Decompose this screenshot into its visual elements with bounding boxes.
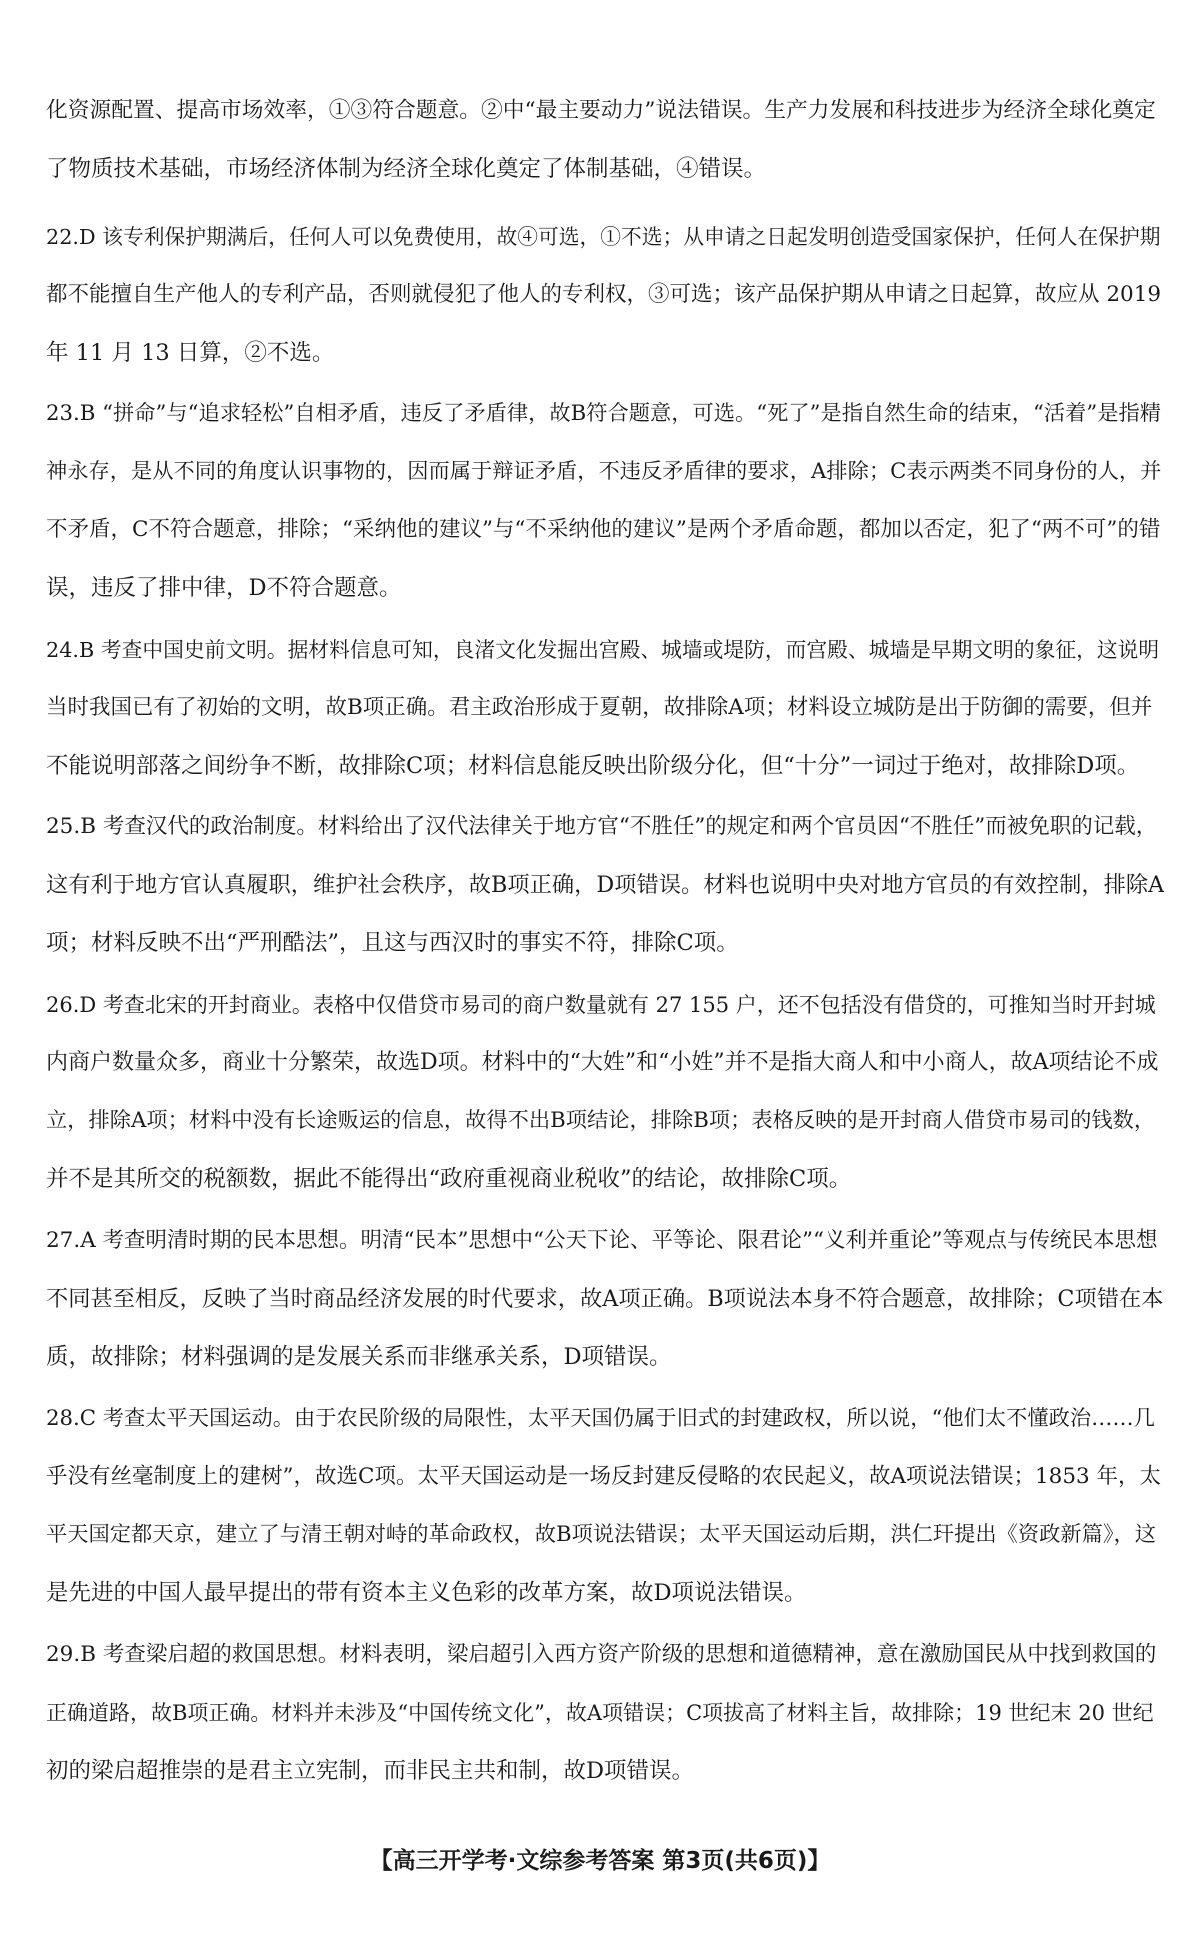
text-line: 不矛盾，C不符合题意，排除；“采纳他的建议”与“不采纳他的建议”是两个矛盾命题，都加以否定，犯了“两不可”的错	[46, 517, 1161, 542]
text-line: 22.D 该专利保护期满后，任何人可以免费使用，故④可选，①不选；从申请之日起发明创造受国家保护，任何人在保护期	[46, 225, 1161, 249]
answer-q28	[46, 1390, 1164, 1622]
text-line: 了物质技术基础，市场经济体制为经济全球化奠定了体制基础，④错误。	[46, 156, 767, 182]
text-line: 内商户数量众多，商业十分繁荣，故选D项。材料中的“大姓”和“小姓”并不是指大商人和中小商人，故A项结论不成	[46, 1050, 1159, 1075]
answer-q26	[46, 976, 1164, 1208]
text-line: 乎没有丝毫制度上的建树”，故选C项。太平天国运动是一场反封建反侵略的农民起义，故A项说法错误；1853 年，太	[46, 1464, 1162, 1489]
text-line: 质，故排除；材料强调的是发展关系而非继承关系，D项错误。	[46, 1344, 672, 1370]
text-line: 23.B “拼命”与“追求轻松”自相矛盾，违反了矛盾律，故B符合题意，可选。“死了”是指自然生命的结束，“活着”是指精	[46, 401, 1161, 426]
answer-q23	[46, 385, 1164, 617]
page-footer: 【高三开学考·文综参考答案 第3页(共6页)】	[369, 1848, 831, 1874]
text-line: 都不能擅自生产他人的专利产品，否则就侵犯了他人的专利权，③可选；该产品保护期从申请之日起算，故应从 2019	[46, 282, 1162, 307]
text-line: 不能说明部落之间纷争不断，故排除C项；材料信息能反映出阶级分化，但“十分”一词过于绝对，故排除D项。	[46, 753, 1140, 779]
text-line: 平天国定都天京，建立了与清王朝对峙的革命政权，故B项说法错误；太平天国运动后期，洪仁玕提出《资政新篇》，这	[46, 1522, 1156, 1547]
text-line: 年 11 月 13 日算，②不选。	[46, 340, 335, 366]
text-line: 初的梁启超推崇的是君主立宪制，而非民主共和制，故D项错误。	[46, 1758, 695, 1784]
text-line: 26.D 考查北宋的开封商业。表格中仅借贷市易司的商户数量就有 27 155 户，还不包括没有借贷的，可推知当时开封城	[46, 993, 1156, 1017]
text-line: 不同甚至相反，反映了当时商品经济发展的时代要求，故A项正确。B项说法本身不符合题意，故排除；C项错在本	[46, 1286, 1164, 1312]
text-line: 神永存，是从不同的角度认识事物的，因而属于辩证矛盾，不违反矛盾律的要求，A排除；C表示两类不同身份的人，并	[46, 459, 1162, 484]
answer-q21-continued	[46, 82, 1164, 198]
answer-q25	[46, 798, 1164, 972]
text-line: 并不是其所交的税额数，据此不能得出“政府重视商业税收”的结论，故排除C项。	[46, 1166, 852, 1192]
text-line: 当时我国已有了初始的文明，故B项正确。君主政治形成于夏朝，故排除A项；材料设立城防是出于防御的需要，但并	[46, 695, 1153, 720]
answer-q29	[46, 1626, 1164, 1800]
answer-q22	[46, 208, 1164, 382]
text-line: 项；材料反映不出“严刑酷法”，且这与西汉时的事实不符，排除C项。	[46, 930, 739, 956]
text-line: 化资源配置、提高市场效率，①③符合题意。②中“最主要动力”说法错误。生产力发展和科技进步为经济全球化奠定	[46, 98, 1156, 123]
text-line: 24.B 考查中国史前文明。据材料信息可知，良渚文化发掘出宫殿、城墙或堤防，而宫殿、城墙是早期文明的象征，这说明	[46, 638, 1160, 662]
text-line: 28.C 考查太平天国运动。由于农民阶级的局限性，太平天国仍属于旧式的封建政权，所以说，“他们太不懂政治……几	[46, 1406, 1155, 1431]
text-line: 27.A 考查明清时期的民本思想。明清“民本”思想中“公天下论、平等论、限君论”“义利并重论”等观点与传统民本思想	[46, 1228, 1158, 1253]
text-line: 正确道路，故B项正确。材料并未涉及“中国传统文化”，故A项错误；C项拔高了材料主旨，故排除；19 世纪末 20 世纪	[46, 1701, 1154, 1725]
text-line: 误，违反了排中律，D不符合题意。	[46, 575, 402, 601]
text-line: 这有利于地方官认真履职，维护社会秩序，故B项正确，D项错误。材料也说明中央对地方官员的有效控制，排除A	[46, 872, 1164, 898]
text-line: 29.B 考查梁启超的救国思想。材料表明，梁启超引入西方资产阶级的思想和道德精神，意在激励国民从中找到救国的	[46, 1642, 1157, 1667]
text-line: 立，排除A项；材料中没有长途贩运的信息，故得不出B项结论，排除B项；表格反映的是开封商人借贷市易司的钱数，	[46, 1108, 1156, 1133]
text-line: 25.B 考查汉代的政治制度。材料给出了汉代法律关于地方官“不胜任”的规定和两个官员因“不胜任”而被免职的记载，	[46, 814, 1158, 839]
answer-q27	[46, 1212, 1164, 1386]
answer-q24	[46, 621, 1164, 795]
text-line: 是先进的中国人最早提出的带有资本主义色彩的改革方案，故D项说法错误。	[46, 1580, 807, 1606]
